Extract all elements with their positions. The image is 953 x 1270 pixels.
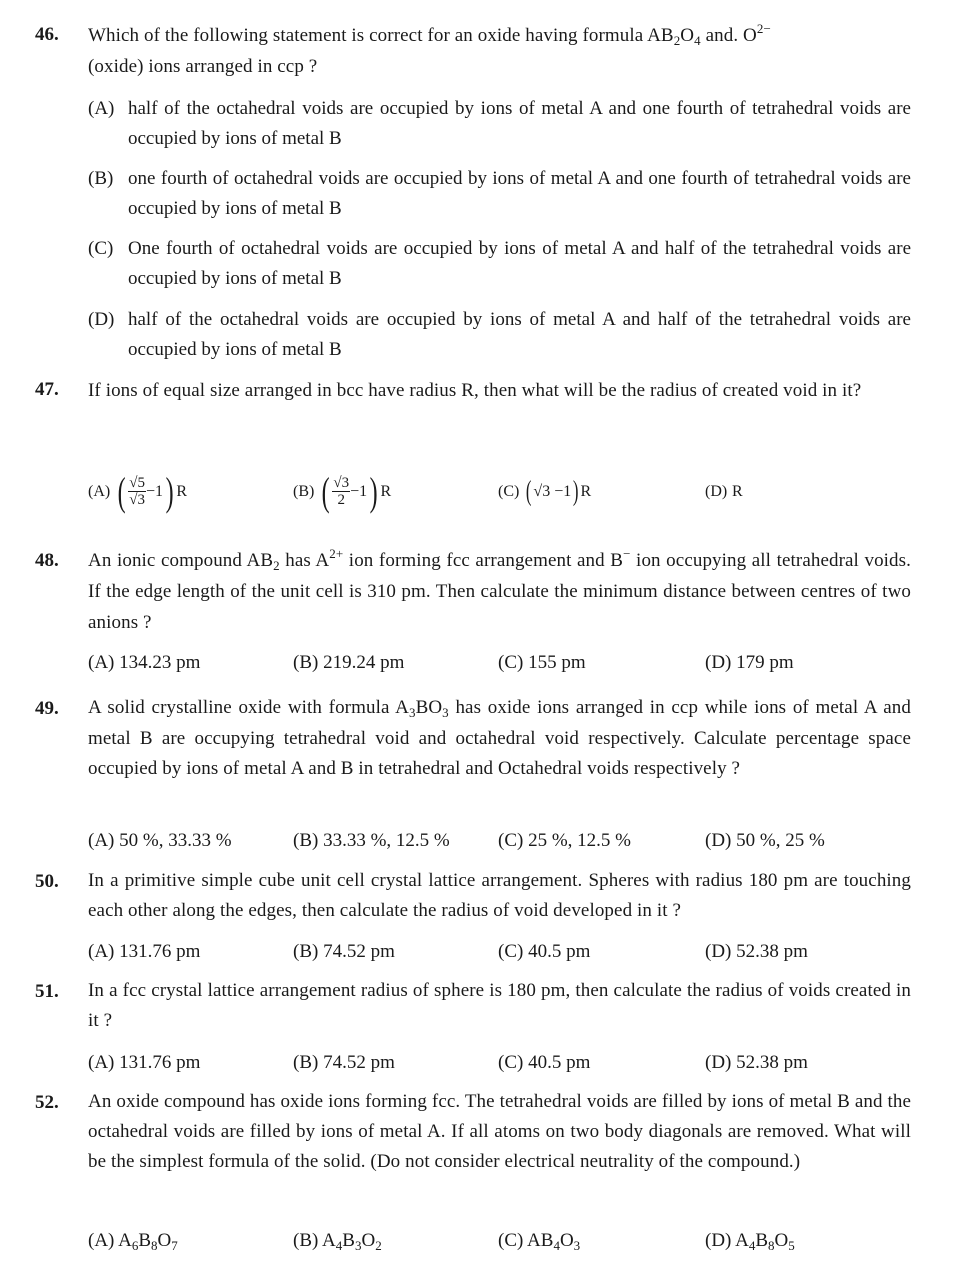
option-51-c[interactable]: (C) 40.5 pm (498, 1052, 591, 1073)
option-46-d[interactable]: (D) half of the octahedral voids are occupied by ions of metal A and half of the tetrahedral voids are occupied by ions of metal B (88, 309, 911, 360)
fraction: $\frac{√5}{√3}$ (129, 475, 146, 509)
option-52-a[interactable]: (A) $A_6B_8O_7$ (88, 1230, 178, 1253)
question-text: In a fcc crystal lattice arrangement radius of sphere is 180 pm, then calculate the radius of voids created in it ? (88, 980, 911, 1031)
option-51-d[interactable]: (D) 52.38 pm (705, 1052, 808, 1073)
option-52-d[interactable]: (D) $A_4B_8O_5$ (705, 1230, 795, 1253)
question-text: Which of the following statement is correct for an oxide having formula $AB_2O_4$ and. $O^{2-}$ (oxide) ions arranged in ccp ? (88, 21, 771, 77)
option-47-a[interactable]: (A) ( $\frac{√5}{√3}$ −1) R (88, 468, 188, 514)
options-47 (88, 463, 928, 519)
option-49-a[interactable]: (A) 50 %, 33.33 % (88, 830, 232, 851)
question-text: If ions of equal size arranged in bcc have radius R, then what will be the radius of created void in it? (88, 380, 862, 401)
option-52-b[interactable]: (B) $A_4B_3O_2$ (293, 1230, 382, 1253)
options-52 (88, 1226, 928, 1256)
option-48-b[interactable]: (B) 219.24 pm (293, 652, 405, 673)
question-number: 48. (35, 550, 59, 571)
question-number: 52. (35, 1092, 59, 1113)
fraction: $\frac{√3}{2}$ (333, 475, 350, 509)
option-47-b[interactable]: (B) ( $\frac{√3}{2}$ −1) R (293, 468, 392, 514)
option-46-c[interactable]: (C) One fourth of octahedral voids are occupied by ions of metal A and half of the tetrahedral voids are occupied by ions of metal B (88, 238, 911, 289)
question-number: 49. (35, 698, 59, 719)
option-46-b[interactable]: (B) one fourth of octahedral voids are occupied by ions of metal A and one fourth of tetrahedral voids are occupied by ions of metal B (88, 168, 911, 219)
option-50-b[interactable]: (B) 74.52 pm (293, 941, 395, 962)
options-51 (88, 1048, 928, 1078)
option-52-c[interactable]: (C) $AB_4O_3$ (498, 1230, 581, 1253)
option-47-c[interactable]: (C) ( √3 −1) R (498, 475, 592, 507)
question-text: An oxide compound has oxide ions forming fcc. The tetrahedral voids are filled by ions of metal B and the octahedral voids are filled by ions of metal A. If all atoms on two body diagonals are removed. What will be the simplest formula of the solid. (Do not consider electrical neutrality of the compound.) (88, 1091, 911, 1172)
question-number: 51. (35, 981, 59, 1002)
question-text: In a primitive simple cube unit cell crystal lattice arrangement. Spheres with radius 180 pm are touching each other along the edges, then calculate the radius of void developed in it ? (88, 870, 911, 921)
options-50 (88, 937, 928, 967)
question-text: A solid crystalline oxide with formula $A_3BO_3$ has oxide ions arranged in ccp while ions of metal A and metal B are occupying tetrahedral void and octahedral void respectively. Calculate percentage space occupied by ions of metal A and B in tetrahedral and Octahedral voids respectively ? (88, 697, 912, 779)
option-50-a[interactable]: (A) 131.76 pm (88, 941, 201, 962)
option-46-a[interactable]: (A) half of the octahedral voids are occupied by ions of metal A and one fourth of tetrahedral voids are occupied by ions of metal B (88, 98, 911, 149)
options-48 (88, 648, 928, 678)
options-49 (88, 826, 928, 856)
option-49-b[interactable]: (B) 33.33 %, 12.5 % (293, 830, 450, 851)
question-number: 50. (35, 871, 59, 892)
option-50-c[interactable]: (C) 40.5 pm (498, 941, 591, 962)
option-51-a[interactable]: (A) 131.76 pm (88, 1052, 201, 1073)
question-number: 47. (35, 379, 59, 400)
option-50-d[interactable]: (D) 52.38 pm (705, 941, 808, 962)
option-48-a[interactable]: (A) 134.23 pm (88, 652, 201, 673)
question-number: 46. (35, 24, 59, 45)
option-49-d[interactable]: (D) 50 %, 25 % (705, 830, 825, 851)
option-48-d[interactable]: (D) 179 pm (705, 652, 794, 673)
option-47-d[interactable]: (D) R (705, 483, 743, 500)
option-49-c[interactable]: (C) 25 %, 12.5 % (498, 830, 631, 851)
option-51-b[interactable]: (B) 74.52 pm (293, 1052, 395, 1073)
option-48-c[interactable]: (C) 155 pm (498, 652, 586, 673)
question-text: An ionic compound $AB_2$ has $A^{2+}$ ion forming fcc arrangement and B− ion occupying all tetrahedral voids. If the edge length of the unit cell is 310 pm. Then calculate the minimum distance between centres of two anions ? (88, 546, 911, 633)
